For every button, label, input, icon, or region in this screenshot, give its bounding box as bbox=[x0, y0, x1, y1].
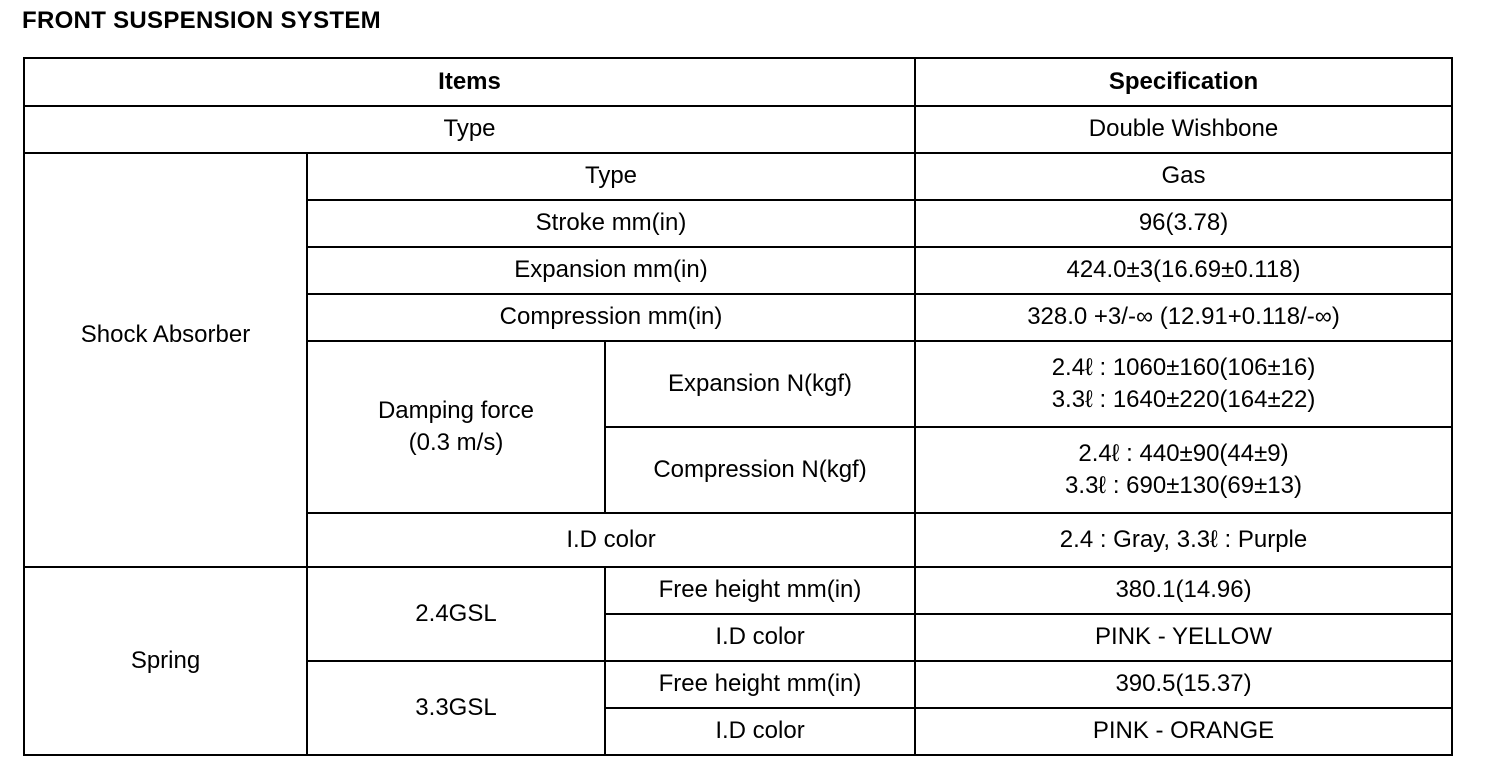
damping-expansion-value bbox=[915, 341, 1452, 427]
spring-24gsl-id-color-value: PINK - YELLOW bbox=[915, 614, 1452, 661]
spring-24gsl-free-height-label: Free height mm(in) bbox=[605, 567, 915, 614]
spring-24gsl-free-height-value: 380.1(14.96) bbox=[915, 567, 1452, 614]
page-title: FRONT SUSPENSION SYSTEM bbox=[22, 7, 381, 34]
table-row bbox=[24, 567, 1452, 614]
damping-expansion-value-line1: 2.4ℓ : 1060±160(106±16) bbox=[1051, 353, 1316, 381]
damping-force-label-line2: (0.3 m/s) bbox=[408, 429, 504, 456]
damping-compression-value-line1: 2.4ℓ : 440±90(44±9) bbox=[1078, 439, 1289, 467]
stroke-label: Stroke mm(in) bbox=[307, 200, 915, 247]
expansion-label: Expansion mm(in) bbox=[307, 247, 915, 294]
spec-table bbox=[23, 57, 1453, 756]
spring-label: Spring bbox=[24, 567, 307, 755]
spring-24gsl-label: 2.4GSL bbox=[307, 567, 605, 661]
expansion-value: 424.0±3(16.69±0.118) bbox=[915, 247, 1452, 294]
shock-type-label: Type bbox=[307, 153, 915, 200]
damping-compression-label: Compression N(kgf) bbox=[605, 427, 915, 513]
stroke-value: 96(3.78) bbox=[915, 200, 1452, 247]
spring-24gsl-id-color-label: I.D color bbox=[605, 614, 915, 661]
spring-33gsl-free-height-label: Free height mm(in) bbox=[605, 661, 915, 708]
table-row bbox=[24, 106, 1452, 153]
shock-absorber-label: Shock Absorber bbox=[24, 153, 307, 567]
spring-33gsl-id-color-label: I.D color bbox=[605, 708, 915, 755]
damping-compression-value bbox=[915, 427, 1452, 513]
type-value: Double Wishbone bbox=[915, 106, 1452, 153]
spring-33gsl-label: 3.3GSL bbox=[307, 661, 605, 755]
header-row bbox=[24, 58, 1452, 106]
header-items: Items bbox=[24, 58, 915, 106]
damping-force-label-line1: Damping force bbox=[377, 396, 535, 424]
spring-33gsl-id-color-value: PINK - ORANGE bbox=[915, 708, 1452, 755]
damping-force-label bbox=[307, 341, 605, 513]
header-specification: Specification bbox=[915, 58, 1452, 106]
spring-33gsl-free-height-value: 390.5(15.37) bbox=[915, 661, 1452, 708]
damping-expansion-value-line2: 3.3ℓ : 1640±220(164±22) bbox=[1051, 386, 1316, 413]
compression-label: Compression mm(in) bbox=[307, 294, 915, 341]
damping-compression-value-line2: 3.3ℓ : 690±130(69±13) bbox=[1065, 472, 1302, 499]
compression-value: 328.0 +3/-∞ (12.91+0.118/-∞) bbox=[915, 294, 1452, 341]
damping-expansion-label: Expansion N(kgf) bbox=[605, 341, 915, 427]
shock-id-color-label: I.D color bbox=[307, 513, 915, 567]
table-row bbox=[24, 153, 1452, 200]
shock-id-color-value: 2.4 : Gray, 3.3ℓ : Purple bbox=[915, 513, 1452, 567]
type-label: Type bbox=[24, 106, 915, 153]
shock-type-value: Gas bbox=[915, 153, 1452, 200]
